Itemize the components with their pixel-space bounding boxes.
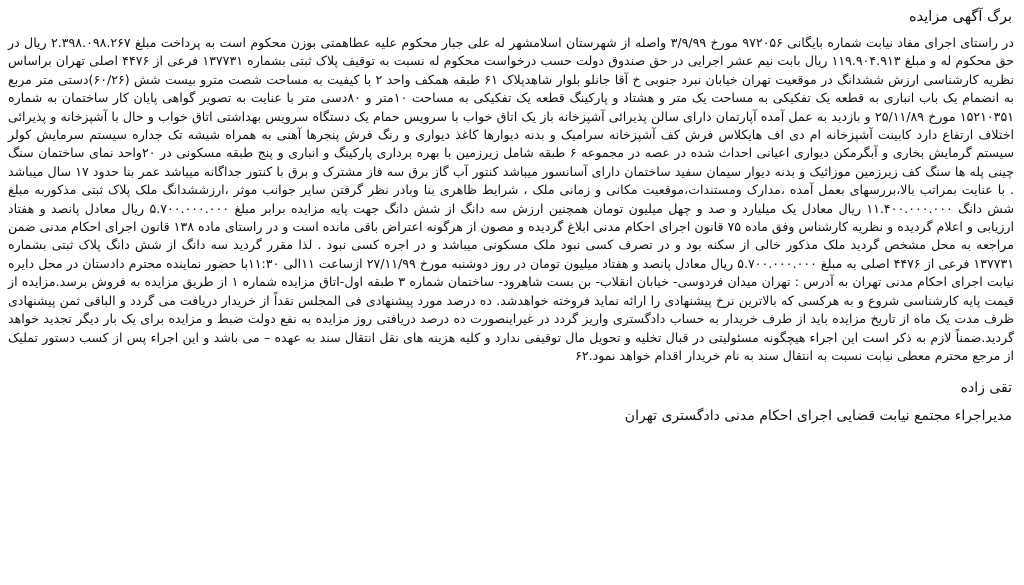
signer-title: مدیراجراء مجتمع نیابت قضایی اجرای احکام مدنی دادگستری تهران bbox=[624, 408, 1012, 425]
signer-name: تقی زاده bbox=[960, 380, 1012, 397]
notice-body: در راستای اجرای مفاد نیابت شماره بایگانی ۹۷۲۰۵۶ مورخ ۳/۹/۹۹ واصله از شهرستان اسلامشهر له علی جبار محکوم علیه عطاهمتی بوزن محکوم است به پرداخت مبلغ ۲.۳۹۸.۰۹۸.۲۶۷ ریال در حق محکوم له و مبلغ ۱۱۹.۹۰۴.۹۱۳ ریال بابت نیم عشر اجرایی در حق صندوق دولت حسب درخواست محکوم له نسبت به توقیف پلاک ثبتی بشماره ۱۳۷۷۳۱ فرعی از ۴۴۷۶ اصلی تهران براساس نظریه کارشناسی ارزش ششدانگ در موقعیت تهران خیابان نبرد جنوبی خ آقا جانلو بلوار شاهدپلاک ۶۱ طبقه همکف واحد ۲ با کیفیت به مساحت شصت مترو بیست شش (۶۰/۲۶)دستی متر مربع به انضمام یک باب انباری به قطعه یک تفکیکی به مساحت یک متر و هشتاد و پارکینگ قطعه یک تفکیکی به مساحت ۱۰متر و ۸۰دسی متر با عنایت به تصویر گواهی پایان کار ساختمان به شماره ۱۵۲۱۰۳۵۱ مورخ ۲۵/۱۱/۸۹ و بازدید به عمل آمده آپارتمان دارای سالن پذیرائی آشپزخانه باز یک اتاق خواب با سرویس حمام یک دستگاه سرویس بهداشتی اتاق خواب و حال با آشپزخانه و پذیرائی اختلاف ارتفاع دارد کابینت آشپزخانه ام دی اف هایکلاس فرش کف آشپزخانه سرامیک و بدنه دیوارها کاغذ دیواری و رنگ فرش پنجرها آهنی به همراه شیشه تک جداره سیستم سرمایش کولر سیستم گرمایش بخاری و آبگرمکن دیواری اعیانی احداث شده در عصه در مجموعه ۶ طبقه شامل زیرزمین با بهره برداری پارکینگ و انباری و پنج طبقه مسکونی در ۲۰واحد نمای ساختمان سنگ چینی پله ها سنگ کف زیرزمین موزائیک و بدنه دیوار سیمان سفید ساختمان دارای آسانسور میباشد کنتور آب گاز برق سه فاز مشترک و برق با کنتور جداگانه میباشد عمر بنا حدود ۱۷ سال میباشد . با عنایت بمراتب بالا،بررسهای بعمل آمده ،مدارک ومستندات،موقعیت مکانی و زمانی ملک ، شرایط ظاهری بنا وبادر نظر گرفتن سایر جوانب موثر ،ارزششدانگ ملک پلاک ثبتی مذکوربه مبلغ شش دانگ ۱۱.۴۰۰.۰۰۰.۰۰۰ ریال معادل یک میلیارد و صد و چهل میلیون تومان همچنین ارزش سه دانگ از شش دانگ جهت پایه مزایده برابر مبلغ ۵.۷۰۰.۰۰۰.۰۰۰ ریال معادل پانصد و هفتاد ارزیابی و اعلام گردیده و نظریه کارشناس وفق ماده ۷۵ قانون اجرای احکام مدنی ابلاغ گردیده و مصون از هرگونه اعتراض باقی مانده است و در راستای ماده ۱۳۸ قانون اجرای احکام مدنی ضمن مراجعه به محل مشخص گردید ملک مذکور خالی از سکنه بود و در تصرف کسی نبود ملک مسکونی میباشد و در اجره کسی نبود . لذا مقرر گردید سه دانگ از شش دانگ پلاک ثبتی بشماره ۱۳۷۷۳۱ فرعی از ۴۴۷۶ اصلی به مبلغ ۵.۷۰۰.۰۰۰.۰۰۰ ریال معادل پانصد و هفتاد میلیون تومان در روز دوشنبه مورخ ۲۷/۱۱/۹۹ ازساعت ۱۱الی ۱۱:۳۰با حضور نماینده محترم دادستان در محل دایره نیابت اجرای احکام مدنی تهران به آدرس : تهران میدان فردوسی- خیابان انقلاب- بن بست شاهرود- ساختمان شماره ۳ طبقه اول-اتاق مزایده شماره ۱ از طریق مزایده به فروش برسد.مزایده از قیمت پایه کارشناسی شروع و به هرکسی که بالاترین نرخ پیشنهادی را ارائه نماید فروخته خواهدشد. ده درصد مورد پیشنهادی فی المجلس نقداً از خریدار دریافت می گردد و الباقی ثمن پیشنهادی ظرف مدت یک ماه از تاریخ مزایده باید از طرف خریدار به حساب دادگستری واریز گردد در غیراینصورت ده درصد دریافتی روز مزایده به نفع دولت ضبط و مزایده برای یک بار دیگر تجدید خواهد گردید.ضمناً لازم به ذکر است این اجراء هیچگونه مسئولیتی در قبال تخلیه و تحویل مال توقیفی ندارد و کلیه هزینه های نقل انتقال سند به عهده – می باشد و این اجراء پس از کسب دستور تملیک از مرجع محترم معطی نیابت نسبت به انتقال سند به نام خریدار اقدام خواهد نمود.۶۲ bbox=[8, 35, 1015, 363]
notice-title: برگ آگهی مزایده bbox=[909, 9, 1012, 25]
auction-notice bbox=[8, 4, 1016, 583]
